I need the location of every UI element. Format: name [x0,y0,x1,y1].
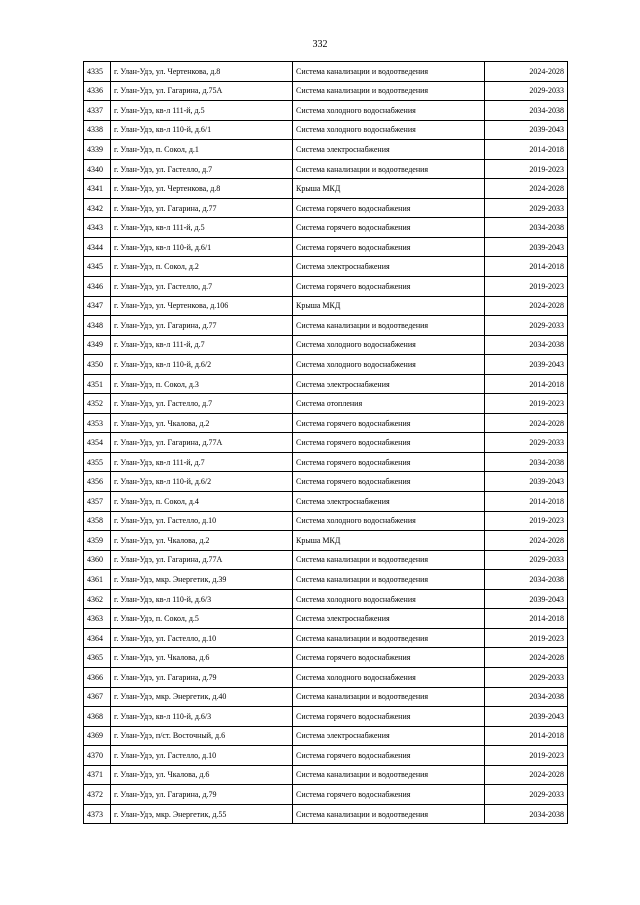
table-row [84,237,568,257]
row-number-cell: 4339 [84,140,111,160]
period-cell: 2034-2038 [485,804,568,824]
period-cell: 2029-2033 [485,667,568,687]
row-number-cell: 4348 [84,316,111,336]
table-row [84,179,568,199]
table-row [84,707,568,727]
row-number-cell: 4373 [84,804,111,824]
table-row [84,570,568,590]
system-cell: Система канализации и водоотведения [293,765,485,785]
table-row [84,413,568,433]
period-cell: 2029-2033 [485,433,568,453]
system-cell: Система канализации и водоотведения [293,550,485,570]
row-number-cell: 4357 [84,492,111,512]
address-cell: г. Улан-Удэ, ул. Гастелло, д.7 [111,277,293,297]
table-row [84,726,568,746]
table-row [84,159,568,179]
row-number-cell: 4355 [84,452,111,472]
period-cell: 2029-2033 [485,81,568,101]
address-cell: г. Улан-Удэ, ул. Гагарина, д.77 [111,316,293,336]
table-row [84,785,568,805]
page-number: 332 [312,39,328,50]
address-cell: г. Улан-Удэ, ул. Чкалова, д.6 [111,765,293,785]
system-cell: Система холодного водоснабжения [293,120,485,140]
address-cell: г. Улан-Удэ, мкр. Энергетик, д.39 [111,570,293,590]
table-row [84,609,568,629]
row-number-cell: 4360 [84,550,111,570]
address-cell: г. Улан-Удэ, мкр. Энергетик, д.40 [111,687,293,707]
address-cell: г. Улан-Удэ, ул. Чкалова, д.2 [111,531,293,551]
period-cell: 2039-2043 [485,707,568,727]
period-cell: 2019-2023 [485,159,568,179]
table-row [84,804,568,824]
table-row [84,628,568,648]
table-row [84,81,568,101]
address-cell: г. Улан-Удэ, кв-л 110-й, д.6/2 [111,472,293,492]
system-cell: Система горячего водоснабжения [293,218,485,238]
row-number-cell: 4347 [84,296,111,316]
system-cell: Крыша МКД [293,179,485,199]
table-row [84,374,568,394]
system-cell: Система горячего водоснабжения [293,237,485,257]
row-number-cell: 4352 [84,394,111,414]
system-cell: Система канализации и водоотведения [293,159,485,179]
period-cell: 2014-2018 [485,257,568,277]
row-number-cell: 4364 [84,628,111,648]
row-number-cell: 4363 [84,609,111,629]
system-cell: Система горячего водоснабжения [293,648,485,668]
row-number-cell: 4366 [84,667,111,687]
period-cell: 2024-2028 [485,62,568,82]
system-cell: Крыша МКД [293,531,485,551]
period-cell: 2034-2038 [485,218,568,238]
period-cell: 2014-2018 [485,492,568,512]
row-number-cell: 4341 [84,179,111,199]
address-cell: г. Улан-Удэ, ул. Чертенкова, д.8 [111,62,293,82]
address-cell: г. Улан-Удэ, ул. Гастелло, д.7 [111,159,293,179]
address-cell: г. Улан-Удэ, кв-л 110-й, д.6/3 [111,707,293,727]
address-cell: г. Улан-Удэ, кв-л 110-й, д.6/1 [111,120,293,140]
row-number-cell: 4349 [84,335,111,355]
table-row [84,746,568,766]
table-row [84,550,568,570]
address-cell: г. Улан-Удэ, ул. Гагарина, д.79 [111,667,293,687]
period-cell: 2039-2043 [485,120,568,140]
row-number-cell: 4354 [84,433,111,453]
period-cell: 2014-2018 [485,374,568,394]
system-cell: Система холодного водоснабжения [293,335,485,355]
address-cell: г. Улан-Удэ, п. Сокол, д.5 [111,609,293,629]
period-cell: 2014-2018 [485,726,568,746]
row-number-cell: 4343 [84,218,111,238]
table-row [84,140,568,160]
period-cell: 2019-2023 [485,628,568,648]
table-row [84,218,568,238]
system-cell: Система канализации и водоотведения [293,628,485,648]
period-cell: 2024-2028 [485,413,568,433]
row-number-cell: 4368 [84,707,111,727]
system-cell: Система горячего водоснабжения [293,433,485,453]
system-cell: Система горячего водоснабжения [293,452,485,472]
period-cell: 2029-2033 [485,785,568,805]
row-number-cell: 4371 [84,765,111,785]
period-cell: 2039-2043 [485,472,568,492]
system-cell: Система канализации и водоотведения [293,570,485,590]
address-cell: г. Улан-Удэ, ул. Гагарина, д.79 [111,785,293,805]
address-cell: г. Улан-Удэ, ул. Гастелло, д.10 [111,511,293,531]
system-cell: Система горячего водоснабжения [293,746,485,766]
row-number-cell: 4362 [84,589,111,609]
row-number-cell: 4361 [84,570,111,590]
system-cell: Система холодного водоснабжения [293,667,485,687]
table-row [84,335,568,355]
system-cell: Система горячего водоснабжения [293,707,485,727]
row-number-cell: 4359 [84,531,111,551]
address-cell: г. Улан-Удэ, кв-л 110-й, д.6/2 [111,355,293,375]
row-number-cell: 4356 [84,472,111,492]
row-number-cell: 4358 [84,511,111,531]
table-row [84,765,568,785]
table-row [84,511,568,531]
table-row [84,687,568,707]
period-cell: 2034-2038 [485,687,568,707]
period-cell: 2039-2043 [485,589,568,609]
row-number-cell: 4342 [84,198,111,218]
table-row [84,355,568,375]
address-cell: г. Улан-Удэ, п. Сокол, д.4 [111,492,293,512]
address-cell: г. Улан-Удэ, кв-л 110-й, д.6/1 [111,237,293,257]
system-cell: Система отопления [293,394,485,414]
period-cell: 2034-2038 [485,335,568,355]
system-cell: Система горячего водоснабжения [293,277,485,297]
table-row [84,101,568,121]
period-cell: 2029-2033 [485,550,568,570]
address-cell: г. Улан-Удэ, п. Сокол, д.3 [111,374,293,394]
system-cell: Система электроснабжения [293,257,485,277]
address-cell: г. Улан-Удэ, п/ст. Восточный, д.6 [111,726,293,746]
table-row [84,62,568,82]
system-cell: Система электроснабжения [293,140,485,160]
table-row [84,257,568,277]
table-row [84,472,568,492]
row-number-cell: 4369 [84,726,111,746]
system-cell: Система холодного водоснабжения [293,101,485,121]
system-cell: Система электроснабжения [293,609,485,629]
row-number-cell: 4353 [84,413,111,433]
period-cell: 2019-2023 [485,746,568,766]
period-cell: 2024-2028 [485,648,568,668]
table-row [84,589,568,609]
period-cell: 2029-2033 [485,316,568,336]
system-cell: Система канализации и водоотведения [293,804,485,824]
row-number-cell: 4367 [84,687,111,707]
system-cell: Система горячего водоснабжения [293,472,485,492]
period-cell: 2034-2038 [485,101,568,121]
address-cell: г. Улан-Удэ, кв-л 111-й, д.7 [111,452,293,472]
period-cell: 2029-2033 [485,198,568,218]
system-cell: Система горячего водоснабжения [293,413,485,433]
row-number-cell: 4340 [84,159,111,179]
period-cell: 2019-2023 [485,394,568,414]
system-cell: Система холодного водоснабжения [293,355,485,375]
period-cell: 2039-2043 [485,355,568,375]
system-cell: Система горячего водоснабжения [293,198,485,218]
row-number-cell: 4351 [84,374,111,394]
address-cell: г. Улан-Удэ, ул. Гастелло, д.10 [111,628,293,648]
row-number-cell: 4365 [84,648,111,668]
system-cell: Система канализации и водоотведения [293,316,485,336]
row-number-cell: 4350 [84,355,111,375]
table-row [84,120,568,140]
address-cell: г. Улан-Удэ, п. Сокол, д.2 [111,257,293,277]
row-number-cell: 4370 [84,746,111,766]
address-cell: г. Улан-Удэ, ул. Гагарина, д.77А [111,433,293,453]
address-cell: г. Улан-Удэ, кв-л 111-й, д.5 [111,101,293,121]
system-cell: Система канализации и водоотведения [293,81,485,101]
table-row [84,492,568,512]
period-cell: 2039-2043 [485,237,568,257]
period-cell: 2014-2018 [485,140,568,160]
table-row [84,648,568,668]
row-number-cell: 4337 [84,101,111,121]
address-cell: г. Улан-Удэ, ул. Чертенкова, д.106 [111,296,293,316]
period-cell: 2024-2028 [485,765,568,785]
address-cell: г. Улан-Удэ, мкр. Энергетик, д.55 [111,804,293,824]
period-cell: 2024-2028 [485,531,568,551]
registry-table [83,61,568,824]
row-number-cell: 4344 [84,237,111,257]
row-number-cell: 4345 [84,257,111,277]
row-number-cell: 4336 [84,81,111,101]
address-cell: г. Улан-Удэ, ул. Гагарина, д.77А [111,550,293,570]
address-cell: г. Улан-Удэ, ул. Гагарина, д.75А [111,81,293,101]
period-cell: 2024-2028 [485,179,568,199]
table-row [84,316,568,336]
registry-table-body [84,62,568,824]
system-cell: Система электроснабжения [293,374,485,394]
row-number-cell: 4346 [84,277,111,297]
address-cell: г. Улан-Удэ, ул. Гастелло, д.10 [111,746,293,766]
system-cell: Система канализации и водоотведения [293,687,485,707]
table-row [84,667,568,687]
system-cell: Система холодного водоснабжения [293,589,485,609]
period-cell: 2019-2023 [485,511,568,531]
period-cell: 2014-2018 [485,609,568,629]
system-cell: Система канализации и водоотведения [293,62,485,82]
table-row [84,433,568,453]
table-row [84,198,568,218]
system-cell: Система электроснабжения [293,726,485,746]
system-cell: Система электроснабжения [293,492,485,512]
table-row [84,277,568,297]
row-number-cell: 4335 [84,62,111,82]
address-cell: г. Улан-Удэ, кв-л 110-й, д.6/3 [111,589,293,609]
system-cell: Система холодного водоснабжения [293,511,485,531]
table-row [84,394,568,414]
system-cell: Крыша МКД [293,296,485,316]
address-cell: г. Улан-Удэ, ул. Чкалова, д.6 [111,648,293,668]
address-cell: г. Улан-Удэ, п. Сокол, д.1 [111,140,293,160]
period-cell: 2019-2023 [485,277,568,297]
period-cell: 2034-2038 [485,452,568,472]
address-cell: г. Улан-Удэ, ул. Гастелло, д.7 [111,394,293,414]
address-cell: г. Улан-Удэ, кв-л 111-й, д.7 [111,335,293,355]
row-number-cell: 4338 [84,120,111,140]
period-cell: 2024-2028 [485,296,568,316]
address-cell: г. Улан-Удэ, ул. Чкалова, д.2 [111,413,293,433]
system-cell: Система горячего водоснабжения [293,785,485,805]
address-cell: г. Улан-Удэ, кв-л 111-й, д.5 [111,218,293,238]
row-number-cell: 4372 [84,785,111,805]
table-row [84,296,568,316]
table-row [84,452,568,472]
address-cell: г. Улан-Удэ, ул. Гагарина, д.77 [111,198,293,218]
period-cell: 2034-2038 [485,570,568,590]
table-row [84,531,568,551]
address-cell: г. Улан-Удэ, ул. Чертенкова, д.8 [111,179,293,199]
